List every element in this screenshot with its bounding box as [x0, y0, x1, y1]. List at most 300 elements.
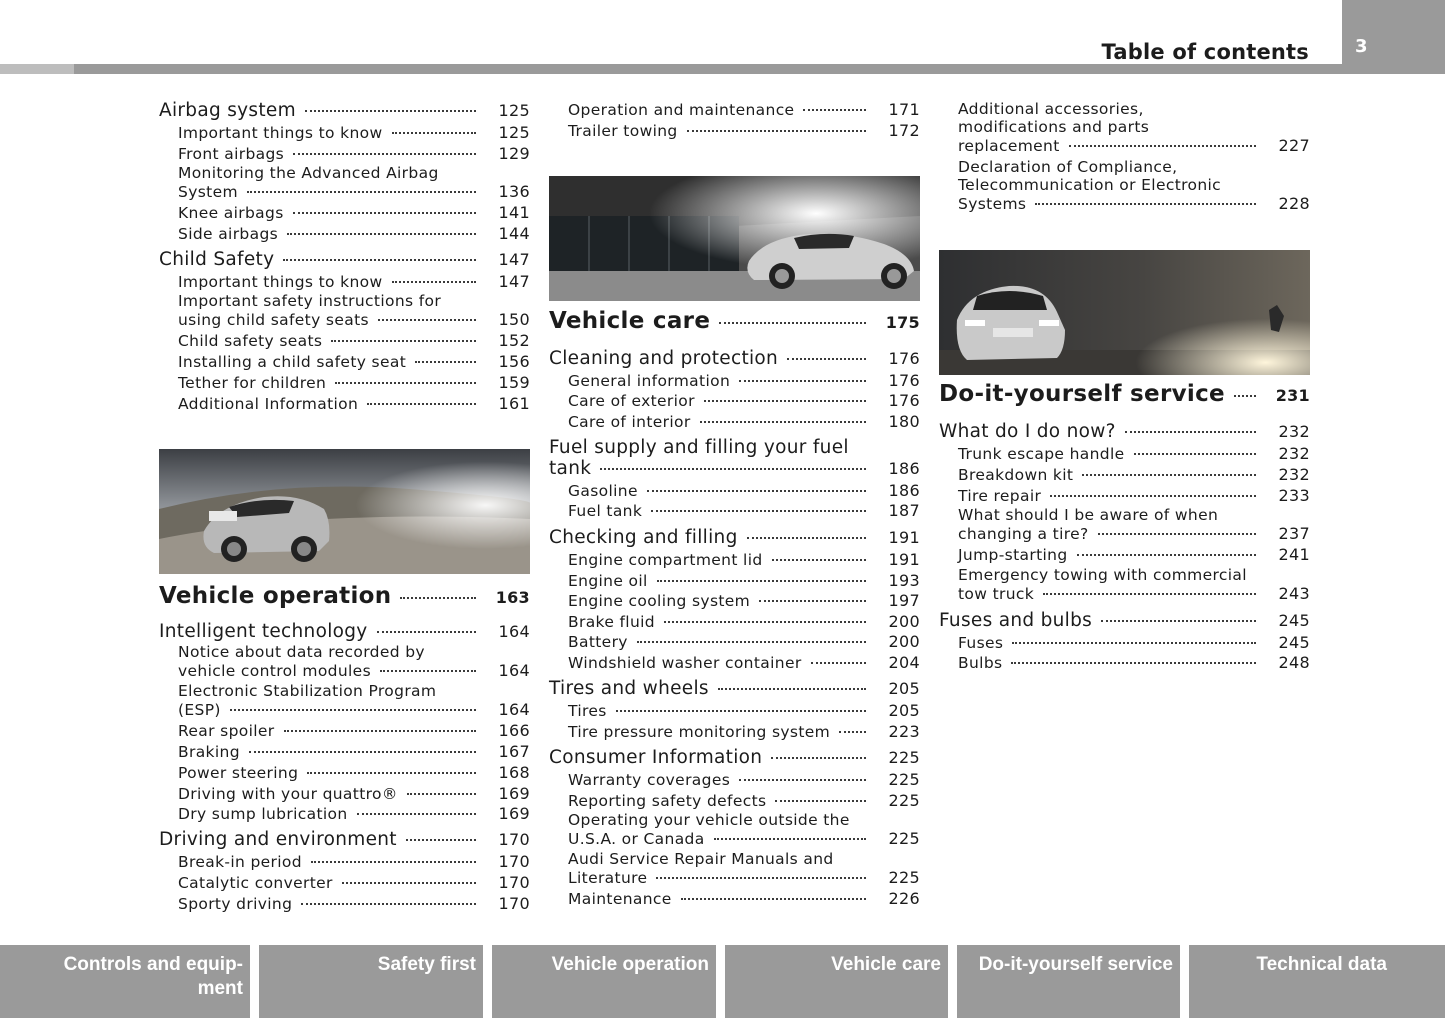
toc-entry-line — [159, 829, 530, 850]
toc-entry[interactable] — [939, 633, 1310, 652]
toc-entry-title: Tire repair — [958, 487, 1042, 505]
toc-entry-title: Break-in period — [178, 853, 302, 871]
dotted-leader — [301, 903, 476, 905]
dotted-leader — [311, 861, 476, 863]
toc-entry-page: 248 — [1278, 653, 1310, 672]
dotted-leader — [283, 259, 476, 261]
dotted-leader — [637, 641, 866, 643]
dotted-leader — [1011, 662, 1256, 664]
toc-entry-title: Fuel tank — [568, 502, 643, 520]
dotted-leader — [392, 132, 477, 134]
toc-entry-title: Knee airbags — [178, 204, 284, 222]
toc-entry[interactable] — [159, 804, 530, 823]
toc-entry-title: Important things to know — [178, 273, 383, 291]
toc-entry[interactable] — [549, 501, 920, 520]
toc-entry-title: Intelligent technology — [159, 621, 368, 642]
dotted-leader — [284, 730, 476, 732]
toc-entry[interactable] — [549, 678, 920, 699]
toc-entry-page: 187 — [888, 501, 920, 520]
footer-tab-label: Vehicle operation — [551, 954, 709, 975]
toc-entry-page: 170 — [498, 894, 530, 913]
toc-entry-line — [568, 632, 920, 651]
toc-entry-title-line: Declaration of Compliance, — [958, 158, 1178, 176]
dotted-leader — [616, 710, 866, 712]
toc-entry[interactable] — [159, 224, 530, 243]
dotted-leader — [1082, 474, 1256, 476]
dotted-leader — [392, 281, 477, 283]
dotted-leader — [718, 688, 866, 690]
toc-entry-page: 176 — [888, 391, 920, 410]
toc-entry-page: 205 — [888, 679, 920, 698]
toc-section-heading[interactable] — [159, 583, 530, 609]
toc-entry[interactable] — [939, 158, 1310, 213]
toc-entry-page: 175 — [885, 313, 920, 332]
toc-entry-title: Additional Information — [178, 395, 359, 413]
toc-entry-line — [159, 583, 530, 609]
toc-entry-page: 136 — [498, 182, 530, 201]
toc-entry-page: 152 — [498, 331, 530, 350]
toc-entry-title: Literature — [568, 869, 648, 887]
toc-entry-line — [568, 100, 920, 119]
toc-entry-page: 176 — [888, 371, 920, 390]
dotted-leader — [1050, 495, 1256, 497]
toc-entry-title: tank — [549, 458, 592, 479]
toc-entry[interactable] — [159, 682, 530, 719]
toc-entry-page: 161 — [498, 394, 530, 413]
toc-entry-page: 241 — [1278, 545, 1310, 564]
toc-entry-line — [958, 545, 1310, 564]
toc-entry-line — [178, 394, 530, 413]
toc-entry-title: Windshield washer container — [568, 654, 802, 672]
toc-entry-title-line: Telecommunication or Electronic — [958, 176, 1222, 194]
toc-entry[interactable] — [159, 100, 530, 121]
toc-entry[interactable] — [939, 444, 1310, 463]
dotted-leader — [1077, 554, 1256, 556]
dotted-leader — [407, 793, 476, 795]
toc-entry-title: Brake fluid — [568, 613, 655, 631]
toc-entry[interactable] — [549, 770, 920, 789]
toc-entry-line — [568, 571, 920, 590]
toc-entry-page: 225 — [888, 829, 920, 848]
toc-entry-page: 125 — [498, 123, 530, 142]
dotted-leader — [657, 580, 866, 582]
toc-entry-line — [568, 391, 920, 410]
toc-entry-line — [549, 458, 920, 479]
toc-entry-title: Consumer Information — [549, 747, 763, 768]
footer-tab-label: Do-it-yourself service — [978, 954, 1173, 975]
dotted-leader — [1098, 533, 1256, 535]
toc-entry-title: Engine cooling system — [568, 592, 751, 610]
toc-entry-page: 245 — [1278, 633, 1310, 652]
toc-entry-page: 169 — [498, 804, 530, 823]
toc-entry-page: 225 — [888, 770, 920, 789]
toc-entry[interactable] — [159, 352, 530, 371]
toc-entry-line — [568, 653, 920, 672]
dotted-leader — [378, 319, 476, 321]
toc-entry[interactable] — [549, 722, 920, 741]
toc-entry[interactable] — [159, 742, 530, 761]
toc-entry-page: 180 — [888, 412, 920, 431]
dotted-leader — [759, 600, 866, 602]
toc-section-heading[interactable] — [549, 308, 920, 334]
toc-entry[interactable] — [159, 829, 530, 850]
toc-entry[interactable] — [549, 550, 920, 569]
toc-entry-title: Child Safety — [159, 249, 275, 270]
toc-entry-page: 228 — [1278, 194, 1310, 213]
toc-entry-page: 193 — [888, 571, 920, 590]
toc-entry-line — [568, 791, 920, 810]
dotted-leader — [1134, 453, 1256, 455]
dotted-leader — [1101, 620, 1256, 622]
toc-entry-line — [568, 121, 920, 140]
dotted-leader — [700, 421, 866, 423]
toc-entry-title-line: Emergency towing with commercial — [958, 566, 1247, 584]
toc-entry-title: Battery — [568, 633, 628, 651]
toc-entry-title: What do I do now? — [939, 421, 1116, 442]
dotted-leader — [647, 490, 866, 492]
toc-entry-line — [159, 249, 530, 270]
page-number: 3 — [1355, 36, 1368, 57]
toc-entry[interactable] — [939, 465, 1310, 484]
toc-entry-title: Important things to know — [178, 124, 383, 142]
toc-entry[interactable] — [549, 391, 920, 410]
footer-tab-vehicle-care[interactable] — [725, 945, 948, 1018]
toc-entry[interactable] — [549, 811, 920, 848]
toc-entry-page: 191 — [888, 550, 920, 569]
toc-entry[interactable] — [159, 873, 530, 892]
toc-entry-line — [178, 721, 530, 740]
toc-entry-title: Jump-starting — [958, 546, 1068, 564]
toc-entry[interactable] — [939, 653, 1310, 672]
toc-entry-title: Fuses — [958, 634, 1004, 652]
dotted-leader — [305, 110, 476, 112]
toc-entry[interactable] — [549, 371, 920, 390]
toc-entry-line — [178, 742, 530, 761]
footer-tab-controls[interactable] — [0, 945, 250, 1018]
toc-entry-page: 226 — [888, 889, 920, 908]
toc-entry-page: 164 — [498, 622, 530, 641]
toc-entry[interactable] — [549, 747, 920, 768]
toc-entry[interactable] — [159, 852, 530, 871]
toc-entry-title: Catalytic converter — [178, 874, 333, 892]
toc-entry[interactable] — [159, 249, 530, 270]
toc-entry-page: 147 — [498, 272, 530, 291]
toc-entry[interactable] — [549, 632, 920, 651]
toc-entry[interactable] — [159, 203, 530, 222]
toc-entry-line — [178, 310, 530, 329]
toc-entry-line — [549, 527, 920, 548]
dotted-leader — [839, 731, 866, 733]
dotted-leader — [367, 403, 476, 405]
toc-entry-page: 166 — [498, 721, 530, 740]
toc-entry-page: 245 — [1278, 611, 1310, 630]
toc-entry[interactable] — [159, 763, 530, 782]
toc-entry-title: Cleaning and protection — [549, 348, 779, 369]
toc-entry-title: Vehicle care — [549, 308, 711, 334]
toc-entry-page: 197 — [888, 591, 920, 610]
toc-entry-line — [958, 465, 1310, 484]
toc-entry[interactable] — [549, 437, 920, 479]
toc-entry-line — [178, 224, 530, 243]
toc-entry-line — [178, 182, 530, 201]
car-photo-do-it-yourself — [939, 250, 1310, 375]
toc-entry-page: 225 — [888, 868, 920, 887]
dotted-leader — [771, 757, 866, 759]
dotted-leader — [1069, 145, 1256, 147]
toc-entry-title: Driving with your quattro® — [178, 785, 398, 803]
toc-entry-line — [568, 701, 920, 720]
dotted-leader — [335, 382, 476, 384]
toc-entry-line — [958, 653, 1310, 672]
footer-tab-safety[interactable] — [259, 945, 483, 1018]
toc-entry[interactable] — [159, 643, 530, 680]
toc-entry[interactable] — [549, 591, 920, 610]
toc-entry[interactable] — [159, 292, 530, 329]
dotted-leader — [719, 322, 866, 324]
toc-entry-title: General information — [568, 372, 731, 390]
toc-entry-page: 243 — [1278, 584, 1310, 603]
dotted-leader — [293, 212, 476, 214]
toc-entry-page: 200 — [888, 612, 920, 631]
toc-entry-page: 204 — [888, 653, 920, 672]
toc-entry[interactable] — [939, 566, 1310, 603]
toc-entry-page: 233 — [1278, 486, 1310, 505]
toc-entry-title: Trunk escape handle — [958, 445, 1125, 463]
toc-entry-page: 150 — [498, 310, 530, 329]
toc-entry-page: 167 — [498, 742, 530, 761]
dotted-leader — [249, 751, 476, 753]
toc-entry-title: U.S.A. or Canada — [568, 830, 705, 848]
footer-tab-label: Controls and equip- — [63, 954, 243, 975]
dotted-leader — [687, 130, 866, 132]
toc-entry-line — [939, 421, 1310, 442]
dotted-leader — [739, 380, 866, 382]
toc-entry-title: Side airbags — [178, 225, 279, 243]
toc-entry-line — [178, 784, 530, 803]
toc-entry[interactable] — [549, 850, 920, 887]
toc-entry-title: Gasoline — [568, 482, 638, 500]
toc-entry-title: Systems — [958, 195, 1027, 213]
toc-entry-line — [568, 550, 920, 569]
toc-entry[interactable] — [549, 701, 920, 720]
toc-entry-title: Tether for children — [178, 374, 327, 392]
toc-entry[interactable] — [549, 527, 920, 548]
toc-entry[interactable] — [159, 394, 530, 413]
toc-entry-line — [178, 852, 530, 871]
toc-entry[interactable] — [549, 412, 920, 431]
toc-entry-title: Airbag system — [159, 100, 296, 121]
dotted-leader — [664, 621, 866, 623]
toc-entry[interactable] — [159, 621, 530, 642]
toc-entry-page: 169 — [498, 784, 530, 803]
toc-entry-line — [178, 331, 530, 350]
toc-entry[interactable] — [159, 272, 530, 291]
toc-entry-line — [549, 678, 920, 699]
dotted-leader — [307, 772, 476, 774]
toc-entry-title: Child safety seats — [178, 332, 323, 350]
toc-entry-page: 168 — [498, 763, 530, 782]
toc-entry-line — [958, 584, 1310, 603]
dotted-leader — [704, 400, 866, 402]
toc-entry-page: 171 — [888, 100, 920, 119]
toc-entry[interactable] — [159, 784, 530, 803]
footer-tab-label: Safety first — [377, 954, 476, 975]
toc-entry-page: 200 — [888, 632, 920, 651]
toc-entry-page: 144 — [498, 224, 530, 243]
dotted-leader — [1012, 642, 1256, 644]
toc-entry[interactable] — [549, 791, 920, 810]
toc-entry-title: (ESP) — [178, 701, 221, 719]
toc-entry-page: 186 — [888, 481, 920, 500]
dotted-leader — [247, 191, 476, 193]
toc-entry-line — [958, 524, 1310, 543]
dotted-leader — [656, 877, 866, 879]
toc-entry-title-line: modifications and parts — [958, 118, 1150, 136]
toc-entry-line — [568, 829, 920, 848]
footer-tab-do-it-yourself[interactable] — [957, 945, 1180, 1018]
toc-entry-title: replacement — [958, 137, 1060, 155]
toc-entry-title: Care of exterior — [568, 392, 695, 410]
toc-entry-title: using child safety seats — [178, 311, 369, 329]
toc-entry[interactable] — [159, 144, 530, 163]
toc-entry-page: 170 — [498, 830, 530, 849]
toc-entry-page: 163 — [495, 588, 530, 607]
toc-entry-title: Tires and wheels — [549, 678, 709, 699]
toc-entry-page: 186 — [888, 459, 920, 478]
car-photo-vehicle-care — [549, 176, 920, 301]
toc-entry-line — [958, 486, 1310, 505]
toc-entry[interactable] — [939, 100, 1310, 155]
toc-entry-line — [178, 894, 530, 913]
toc-entry[interactable] — [939, 545, 1310, 564]
toc-entry-line — [568, 412, 920, 431]
toc-entry-title: Braking — [178, 743, 240, 761]
toc-entry-title: vehicle control modules — [178, 662, 371, 680]
toc-entry-title-line: Audi Service Repair Manuals and — [568, 850, 834, 868]
toc-entry-line — [178, 352, 530, 371]
header-bar — [0, 64, 1342, 74]
toc-entry[interactable] — [939, 610, 1310, 631]
toc-section-heading[interactable] — [939, 381, 1310, 407]
toc-entry[interactable] — [939, 506, 1310, 543]
toc-entry-page: 170 — [498, 852, 530, 871]
dotted-leader — [651, 510, 866, 512]
toc-entry-title: Installing a child safety seat — [178, 353, 407, 371]
dotted-leader — [714, 838, 866, 840]
toc-entry-line — [568, 868, 920, 887]
dotted-leader — [293, 153, 476, 155]
toc-entry-page: 231 — [1275, 386, 1310, 405]
toc-entry[interactable] — [159, 331, 530, 350]
toc-entry-line — [178, 661, 530, 680]
dotted-leader — [357, 813, 476, 815]
dotted-leader — [600, 468, 866, 470]
toc-entry[interactable] — [159, 721, 530, 740]
dotted-leader — [747, 537, 866, 539]
toc-entry-title: Power steering — [178, 764, 299, 782]
toc-entry-page: 227 — [1278, 136, 1310, 155]
toc-entry-title: changing a tire? — [958, 525, 1089, 543]
dotted-leader — [772, 559, 866, 561]
dotted-leader — [775, 800, 866, 802]
toc-entry-page: 225 — [888, 791, 920, 810]
toc-entry-title-line: Important safety instructions for — [178, 292, 442, 310]
toc-entry-line — [568, 612, 920, 631]
toc-entry-line — [159, 100, 530, 121]
toc-entry-title: Tire pressure monitoring system — [568, 723, 831, 741]
toc-entry-page: 170 — [498, 873, 530, 892]
footer-tab-label: Vehicle care — [831, 954, 941, 975]
dotted-leader — [400, 597, 476, 599]
footer-tab-technical-data[interactable] — [1189, 945, 1445, 1018]
toc-entry-page: 141 — [498, 203, 530, 222]
toc-entry-line — [568, 889, 920, 908]
dotted-leader — [342, 882, 476, 884]
toc-entry-title: Dry sump lubrication — [178, 805, 348, 823]
toc-entry-page: 156 — [498, 352, 530, 371]
toc-entry[interactable] — [159, 123, 530, 142]
toc-entry[interactable] — [549, 571, 920, 590]
toc-entry-title: Checking and filling — [549, 527, 738, 548]
toc-entry[interactable] — [159, 373, 530, 392]
toc-entry[interactable] — [549, 889, 920, 908]
toc-entry[interactable] — [939, 421, 1310, 442]
toc-entry-page: 237 — [1278, 524, 1310, 543]
toc-entry-line — [178, 203, 530, 222]
toc-entry-title-line: Electronic Stabilization Program — [178, 682, 437, 700]
toc-entry[interactable] — [549, 612, 920, 631]
toc-entry-page: 191 — [888, 528, 920, 547]
toc-entry[interactable] — [159, 894, 530, 913]
toc-entry-line — [178, 804, 530, 823]
toc-entry-line — [568, 722, 920, 741]
footer-tab-label-line2: ment — [197, 978, 243, 999]
toc-entry-title: Sporty driving — [178, 895, 293, 913]
toc-entry-page: 223 — [888, 722, 920, 741]
footer-tab-vehicle-operation[interactable] — [492, 945, 716, 1018]
toc-entry-line — [549, 348, 920, 369]
toc-entry[interactable] — [549, 121, 920, 140]
dotted-leader — [1035, 203, 1256, 205]
dotted-leader — [377, 631, 476, 633]
toc-entry-line — [549, 747, 920, 768]
toc-entry-title: Fuses and bulbs — [939, 610, 1093, 631]
toc-entry-line — [958, 633, 1310, 652]
toc-entry-title: Tires — [568, 702, 607, 720]
toc-entry[interactable] — [549, 100, 920, 119]
toc-entry-title-line: Operating your vehicle outside the — [568, 811, 850, 829]
toc-entry-title: Reporting safety defects — [568, 792, 767, 810]
toc-entry[interactable] — [549, 481, 920, 500]
toc-entry-line — [178, 700, 530, 719]
toc-entry-line — [958, 136, 1310, 155]
toc-entry[interactable] — [159, 164, 530, 201]
toc-entry-title-line: Monitoring the Advanced Airbag — [178, 164, 439, 182]
toc-entry-line — [568, 371, 920, 390]
toc-entry-page: 147 — [498, 250, 530, 269]
dotted-leader — [287, 233, 476, 235]
dotted-leader — [380, 670, 476, 672]
toc-entry[interactable] — [549, 653, 920, 672]
toc-entry-page: 125 — [498, 101, 530, 120]
toc-entry[interactable] — [939, 486, 1310, 505]
toc-entry-line — [958, 194, 1310, 213]
toc-entry-title: Engine compartment lid — [568, 551, 763, 569]
toc-entry[interactable] — [549, 348, 920, 369]
toc-entry-page: 225 — [888, 748, 920, 767]
dotted-leader — [1043, 593, 1256, 595]
toc-entry-page: 176 — [888, 349, 920, 368]
